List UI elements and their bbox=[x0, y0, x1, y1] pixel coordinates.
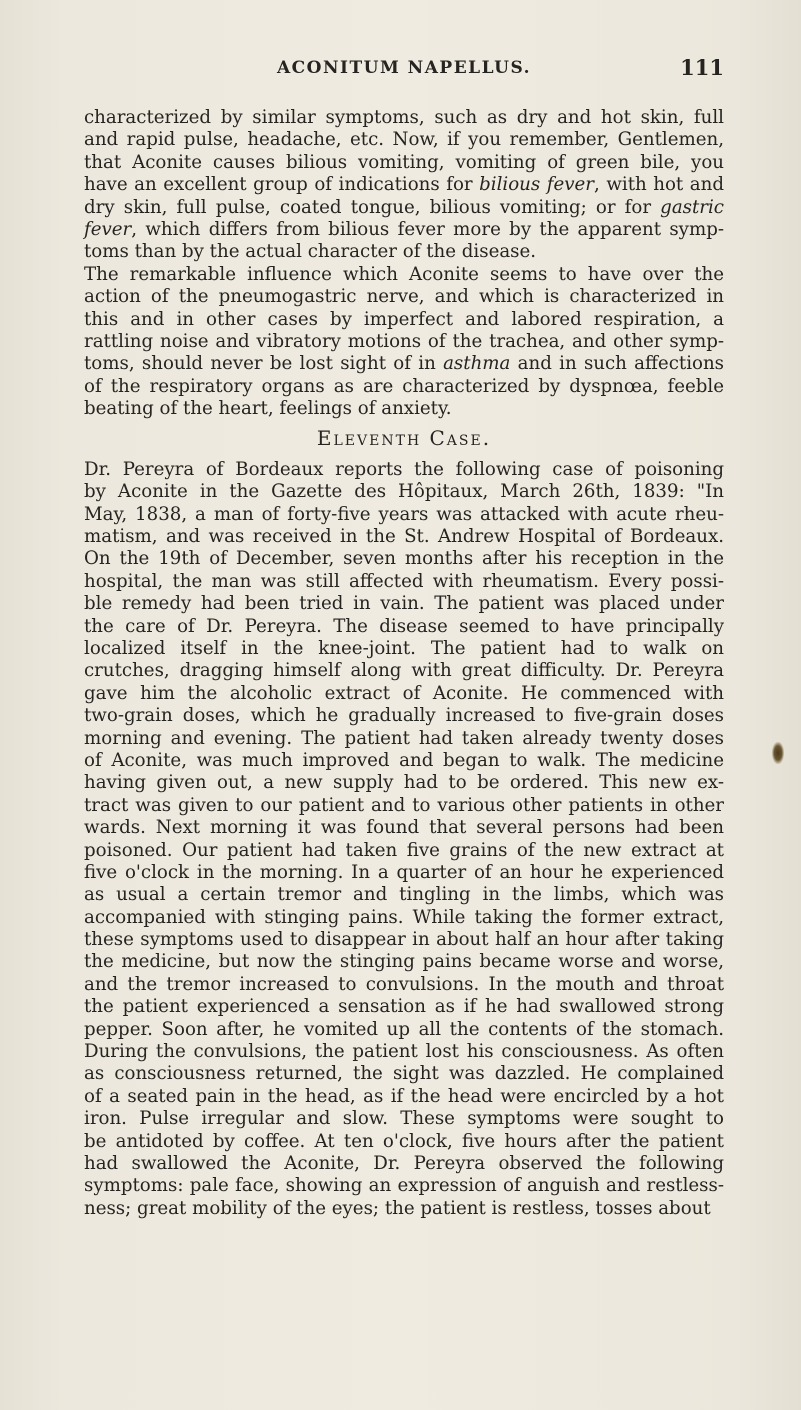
paragraph-1 bbox=[84, 107, 724, 264]
text-line: During the convulsions, the patient lost his consciousness. As often bbox=[84, 1041, 724, 1063]
text-line: and the tremor increased to convulsions. In the mouth and throat bbox=[84, 973, 724, 995]
text-line: had swallowed the Aconite, Dr. Pereyra observed the following bbox=[84, 1152, 724, 1174]
text-line: fever, which differs from bilious fever more by the apparent symp- bbox=[84, 218, 724, 240]
text-line: the care of Dr. Pereyra. The disease seemed to have principally bbox=[84, 615, 724, 637]
text-line: wards. Next morning it was found that several persons had been bbox=[84, 817, 724, 839]
text-line: characterized by similar symptoms, such as dry and hot skin, full bbox=[84, 107, 724, 128]
text-line: morning and evening. The patient had taken already twenty doses bbox=[84, 727, 724, 749]
text-line: iron. Pulse irregular and slow. These symptoms were sought to bbox=[84, 1108, 724, 1130]
text-line: be antidoted by coffee. At ten o'clock, five hours after the patient bbox=[84, 1130, 724, 1152]
ink-blot bbox=[772, 742, 784, 764]
text-line: beating of the heart, feelings of anxiety. bbox=[84, 398, 452, 420]
text-line: dry skin, full pulse, coated tongue, bilious vomiting; or for gastric bbox=[84, 196, 724, 218]
text-line: ble remedy had been tried in vain. The patient was placed under bbox=[84, 593, 724, 615]
paragraph-3 bbox=[84, 459, 724, 1220]
text-line: five o'clock in the morning. In a quarter of an hour he experienced bbox=[84, 861, 724, 883]
text-line: have an excellent group of indications for bilious fever, with hot and bbox=[84, 174, 724, 196]
page-number: 111 bbox=[680, 55, 724, 80]
text-line: toms, should never be lost sight of in asthma and in such affections bbox=[84, 353, 725, 375]
text-line: rattling noise and vibratory motions of the trachea, and other symp- bbox=[84, 330, 724, 352]
text-line: the patient experienced a sensation as if he had swallowed strong bbox=[84, 996, 724, 1018]
text-line: of a seated pain in the head, as if the head were encircled by a hot bbox=[84, 1085, 724, 1107]
text-line: action of the pneumogastric nerve, and which is characterized in bbox=[84, 286, 724, 308]
text-line: hospital, the man was still affected with rheumatism. Every possi- bbox=[84, 570, 724, 592]
text-line: tract was given to our patient and to various other patients in other bbox=[84, 794, 724, 816]
text-line: and rapid pulse, headache, etc. Now, if you remember, Gentlemen, bbox=[84, 129, 724, 151]
text-line: localized itself in the knee-joint. The patient had to walk on bbox=[84, 637, 724, 659]
section-heading: Eleventh Case. bbox=[316, 426, 492, 451]
text-line: gave him the alcoholic extract of Aconite. He commenced with bbox=[84, 682, 724, 704]
text-line: accompanied with stinging pains. While taking the former extract, bbox=[84, 906, 724, 928]
body-text bbox=[84, 107, 724, 1220]
paragraph-2 bbox=[84, 264, 724, 421]
text-line: by Aconite in the Gazette des Hôpitaux, March 26th, 1839: "In bbox=[84, 481, 724, 503]
text-line: this and in other cases by imperfect and labored respiration, a bbox=[84, 308, 724, 330]
text-line: The remarkable influence which Aconite seems to have over the bbox=[84, 263, 724, 285]
text-line: as usual a certain tremor and tingling in the limbs, which was bbox=[84, 884, 724, 906]
text-line: matism, and was received in the St. Andrew Hospital of Bordeaux. bbox=[84, 526, 724, 548]
running-head bbox=[84, 55, 724, 88]
text-line: pepper. Soon after, he vomited up all the contents of the stomach. bbox=[84, 1018, 724, 1040]
text-line: crutches, dragging himself along with great difficulty. Dr. Pereyra bbox=[84, 660, 724, 682]
text-line: of Aconite, was much improved and began to walk. The medicine bbox=[84, 749, 724, 771]
running-title: ACONITUM NAPELLUS. bbox=[276, 58, 532, 78]
text-line: as consciousness returned, the sight was dazzled. He complained bbox=[84, 1063, 724, 1085]
text-line: poisoned. Our patient had taken five grains of the new extract at bbox=[84, 839, 724, 861]
text-line: On the 19th of December, seven months after his reception in the bbox=[84, 548, 724, 570]
text-line: that Aconite causes bilious vomiting, vomiting of green bile, you bbox=[84, 151, 724, 173]
text-line: the medicine, but now the stinging pains became worse and worse, bbox=[84, 951, 724, 973]
text-line: having given out, a new supply had to be ordered. This new ex- bbox=[84, 772, 724, 794]
text-line: these symptoms used to disappear in about half an hour after taking bbox=[84, 929, 724, 951]
text-line: ness; great mobility of the eyes; the patient is restless, tosses about bbox=[84, 1197, 711, 1219]
text-line: symptoms: pale face, showing an expression of anguish and restless- bbox=[84, 1175, 724, 1197]
text-line: May, 1838, a man of forty-five years was attacked with acute rheu- bbox=[84, 503, 724, 525]
text-line: toms than by the actual character of the disease. bbox=[84, 241, 537, 263]
text-line: of the respiratory organs as are characterized by dyspnœa, feeble bbox=[84, 375, 724, 397]
text-line: Dr. Pereyra of Bordeaux reports the following case of poisoning bbox=[84, 458, 724, 480]
text-line: two-grain doses, which he gradually increased to five-grain doses bbox=[84, 705, 724, 727]
